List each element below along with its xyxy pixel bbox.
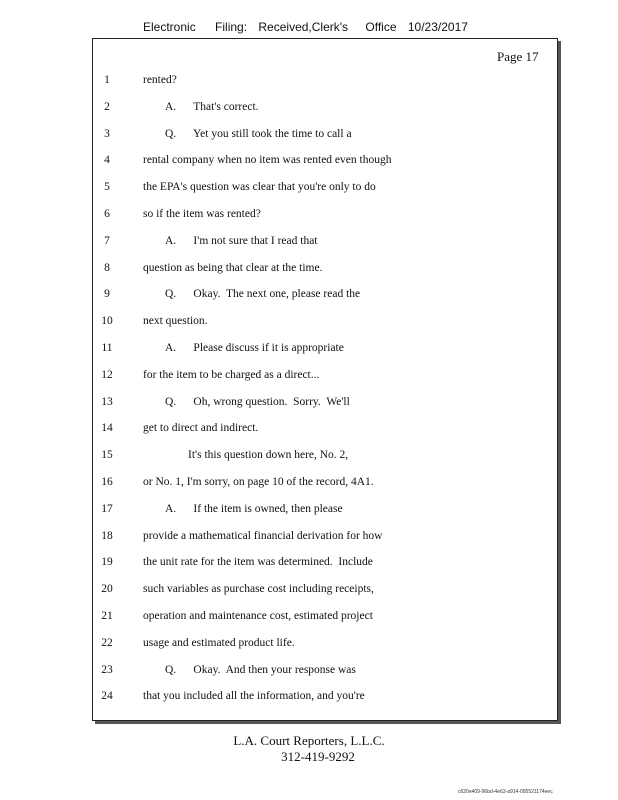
transcript-line bbox=[92, 258, 556, 278]
line-number: 1 bbox=[104, 74, 110, 86]
transcript-line bbox=[92, 552, 556, 572]
line-number: 6 bbox=[104, 208, 110, 220]
transcript-line bbox=[92, 526, 556, 546]
line-number: 5 bbox=[104, 181, 110, 194]
line-number: 2 bbox=[104, 100, 110, 113]
reporter-footer bbox=[0, 733, 618, 765]
transcript-line bbox=[92, 284, 556, 304]
transcript-line bbox=[92, 660, 556, 680]
line-number: 20 bbox=[101, 583, 113, 596]
line-number: 18 bbox=[101, 529, 113, 542]
line-text: A. Please discuss if it is appropriate bbox=[165, 342, 344, 354]
line-text: Q. Oh, wrong question. Sorry. We'll bbox=[165, 395, 350, 408]
line-text: question as being that clear at the time. bbox=[143, 261, 323, 274]
transcript-line bbox=[92, 633, 556, 653]
line-number: 9 bbox=[104, 288, 110, 301]
line-text: Q. Okay. The next one, please read the bbox=[165, 288, 361, 301]
filing-word-electronic: Electronic bbox=[143, 20, 196, 34]
transcript-line bbox=[92, 204, 556, 224]
reporter-company: L.A. Court Reporters, L.L.C. bbox=[233, 733, 385, 748]
line-number: 11 bbox=[101, 342, 113, 354]
line-number: 10 bbox=[101, 315, 113, 328]
transcript-line bbox=[92, 606, 556, 626]
line-text: It's this question down here, No. 2, bbox=[188, 449, 349, 462]
line-number: 13 bbox=[101, 395, 113, 408]
line-text: rented? bbox=[143, 74, 177, 86]
transcript-line bbox=[92, 499, 556, 519]
line-text: Q. Yet you still took the time to call a bbox=[165, 127, 352, 140]
line-number: 7 bbox=[104, 234, 110, 247]
transcript-line bbox=[92, 579, 556, 599]
transcript-line bbox=[92, 124, 556, 144]
reporter-phone: 312-419-9292 bbox=[281, 749, 355, 764]
line-text: so if the item was rented? bbox=[143, 208, 261, 220]
transcript-line bbox=[92, 70, 556, 90]
line-number: 8 bbox=[104, 261, 110, 274]
line-number: 21 bbox=[101, 610, 113, 622]
line-number: 4 bbox=[104, 154, 110, 167]
transcript-line bbox=[92, 177, 556, 197]
line-number: 17 bbox=[101, 502, 113, 515]
transcript-line bbox=[92, 686, 556, 706]
transcript-line bbox=[92, 472, 556, 492]
line-number: 24 bbox=[101, 690, 113, 703]
line-text: the EPA's question was clear that you're only to do bbox=[143, 181, 376, 194]
line-text: or No. 1, I'm sorry, on page 10 of the record, 4A1. bbox=[143, 476, 374, 488]
line-number: 23 bbox=[101, 663, 113, 676]
transcript-line bbox=[92, 231, 556, 251]
transcript-line bbox=[92, 365, 556, 385]
transcript-line bbox=[92, 97, 556, 117]
line-text: next question. bbox=[143, 315, 208, 328]
line-text: A. I'm not sure that I read that bbox=[165, 234, 318, 247]
line-text: rental company when no item was rented even though bbox=[143, 154, 392, 167]
transcript-line bbox=[92, 392, 556, 412]
filing-word-office: Office bbox=[365, 20, 397, 34]
line-text: A. That's correct. bbox=[165, 100, 259, 113]
transcript-line bbox=[92, 418, 556, 438]
line-number: 12 bbox=[101, 368, 113, 381]
line-text: that you included all the information, and you're bbox=[143, 690, 365, 703]
line-text: A. If the item is owned, then please bbox=[165, 502, 343, 515]
filing-word-filing: Filing: bbox=[215, 20, 248, 34]
line-number: 15 bbox=[101, 449, 113, 462]
line-text: such variables as purchase cost including receipts, bbox=[143, 583, 374, 596]
line-number: 3 bbox=[104, 127, 110, 140]
line-text: the unit rate for the item was determined. Include bbox=[143, 556, 373, 569]
line-number: 22 bbox=[101, 636, 113, 649]
line-text: operation and maintenance cost, estimated project bbox=[143, 610, 373, 622]
transcript-line bbox=[92, 311, 556, 331]
filing-word-received: Received,Clerk's bbox=[258, 20, 349, 34]
page-number: Page 17 bbox=[497, 49, 539, 64]
line-number: 16 bbox=[101, 476, 113, 488]
line-text: usage and estimated product life. bbox=[143, 636, 295, 649]
electronic-filing-header bbox=[143, 20, 468, 34]
line-text: provide a mathematical financial derivation for how bbox=[143, 529, 383, 542]
transcript-line bbox=[92, 338, 556, 358]
line-text: for the item to be charged as a direct... bbox=[143, 368, 320, 381]
line-number: 14 bbox=[101, 422, 113, 435]
line-number: 19 bbox=[101, 556, 113, 569]
transcript-line bbox=[92, 445, 556, 465]
document-hash: c620e409-96bd-4e63-a914-095521174eec bbox=[458, 789, 553, 795]
line-text: Q. Okay. And then your response was bbox=[165, 663, 356, 676]
transcript-line bbox=[92, 150, 556, 170]
filing-date: 10/23/2017 bbox=[407, 20, 468, 34]
line-text: get to direct and indirect. bbox=[143, 422, 259, 435]
